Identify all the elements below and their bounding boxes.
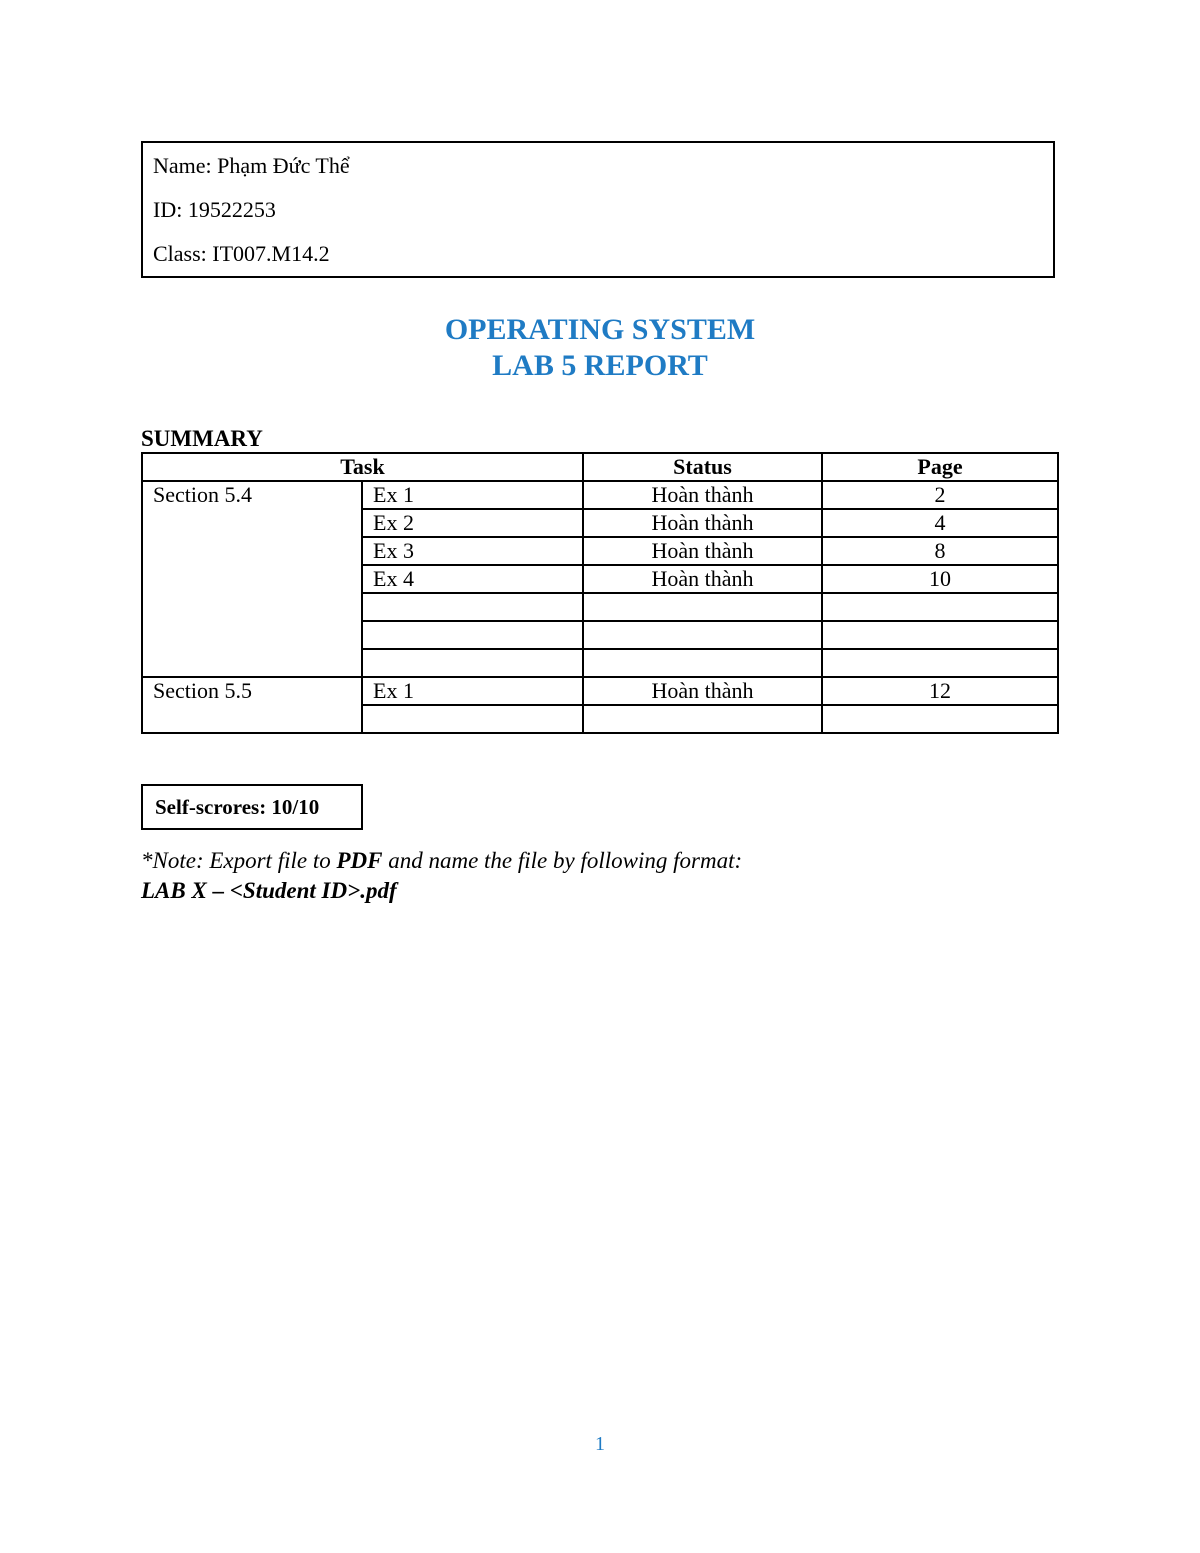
page-cell xyxy=(822,649,1058,677)
section-label: Section 5.4 xyxy=(142,481,362,677)
status-cell xyxy=(583,649,822,677)
page-number: 1 xyxy=(595,1433,605,1455)
status-cell: Hoàn thành xyxy=(583,481,822,509)
student-id: ID: 19522253 xyxy=(153,197,276,222)
student-info-box xyxy=(141,141,1055,278)
note-prefix: *Note: Export file to xyxy=(141,848,337,873)
task-cell: Ex 1 xyxy=(362,677,583,705)
table-row xyxy=(142,677,1058,705)
page-cell: 10 xyxy=(822,565,1058,593)
status-cell xyxy=(583,705,822,733)
task-cell: Ex 4 xyxy=(362,565,583,593)
note-suffix: and name the file by following format: xyxy=(382,848,743,873)
self-score-box: Self-scrores: 10/10 xyxy=(141,784,363,830)
task-cell xyxy=(362,705,583,733)
task-cell xyxy=(362,649,583,677)
task-cell xyxy=(362,621,583,649)
status-cell: Hoàn thành xyxy=(583,537,822,565)
task-cell: Ex 3 xyxy=(362,537,583,565)
task-cell: Ex 2 xyxy=(362,509,583,537)
status-cell xyxy=(583,621,822,649)
report-title-line-2: LAB 5 REPORT xyxy=(492,349,708,382)
summary-heading: SUMMARY xyxy=(141,426,263,451)
page-cell xyxy=(822,621,1058,649)
note-line-1 xyxy=(141,847,742,875)
column-header-page: Page xyxy=(822,453,1058,481)
report-title-line-1: OPERATING SYSTEM xyxy=(444,313,756,346)
student-name: Name: Phạm Đức Thể xyxy=(153,153,350,178)
task-cell: Ex 1 xyxy=(362,481,583,509)
status-cell: Hoàn thành xyxy=(583,565,822,593)
note-bold-format: PDF xyxy=(336,848,383,873)
table-header-row xyxy=(142,453,1058,481)
table-row xyxy=(142,481,1058,509)
task-cell xyxy=(362,593,583,621)
section-label: Section 5.5 xyxy=(142,677,362,733)
page-cell xyxy=(822,593,1058,621)
status-cell xyxy=(583,593,822,621)
note-line-2: LAB X – <Student ID>.pdf xyxy=(141,878,397,903)
page-cell xyxy=(822,705,1058,733)
page-cell: 4 xyxy=(822,509,1058,537)
student-class: Class: IT007.M14.2 xyxy=(153,241,330,266)
status-cell: Hoàn thành xyxy=(583,677,822,705)
page-cell: 8 xyxy=(822,537,1058,565)
page-cell: 2 xyxy=(822,481,1058,509)
column-header-status: Status xyxy=(583,453,822,481)
summary-table xyxy=(141,452,1059,734)
page-cell: 12 xyxy=(822,677,1058,705)
column-header-task: Task xyxy=(142,453,583,481)
status-cell: Hoàn thành xyxy=(583,509,822,537)
